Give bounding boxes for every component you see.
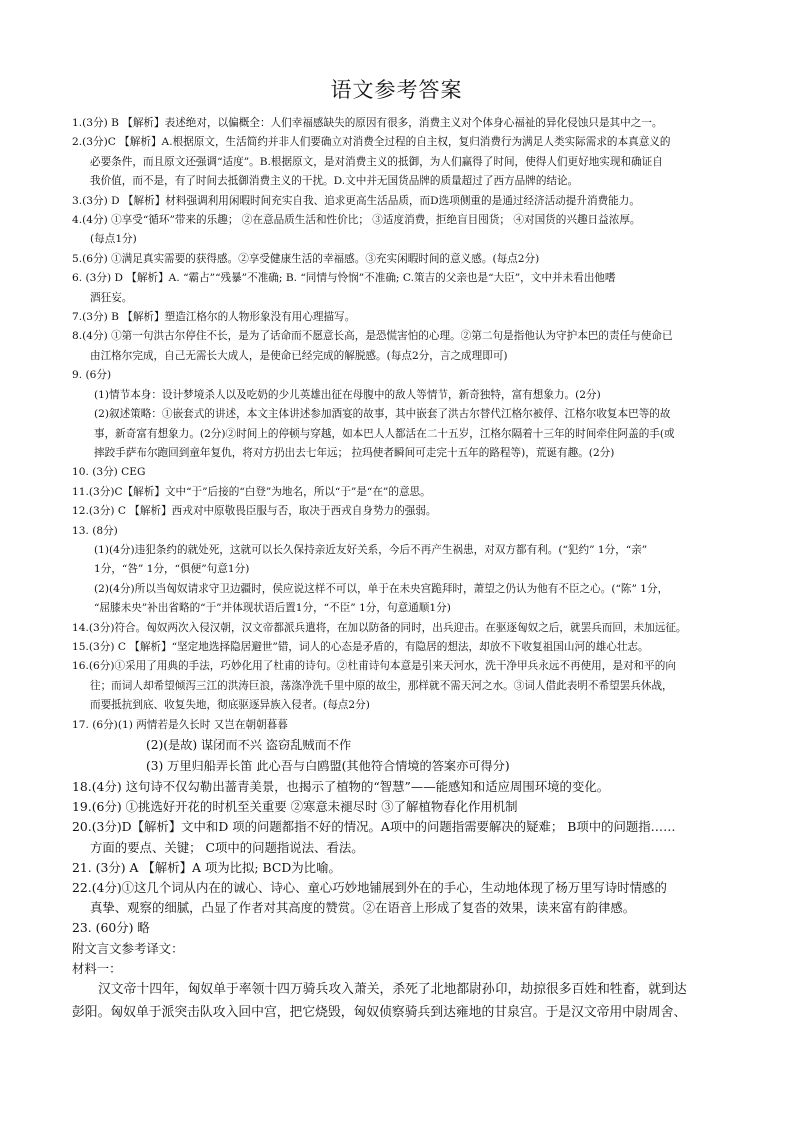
material-label: 材料一： [72,960,122,976]
answer-line: 必要条件，而且原文还强调“适度”。B.根据原文，是对消费主义的抵御，为人们赢得了时间，使得人们更好地实现和确证自 [90,155,663,168]
answer-line: 酒狂妄。 [90,291,133,304]
answer-line: (1)(4分)违犯条约的就处死，这就可以长久保持亲近友好关系，今后不再产生祸患，对双方都有利。(“犯约” 1分，“亲” [94,543,648,556]
answer-line: 20.(3分)D【解析】文中和D 项的问题都指不好的情况。A项中的问题指需要解决的疑难； B项中的问题指…… [72,819,676,835]
answer-line: 我价值，而不是，有了时间去抵御消费主义的干扰。D.文中并无国货品牌的质量超过了西方品牌的结论。 [90,175,579,188]
answer-line: 17. (6分)(1) 两情若是久长时 又岂在朝朝暮暮 [72,718,288,731]
answer-line: 往；而词人却希望倾泻三江的洪涛巨浪，荡涤净洗千里中原的故尘，那样就不需天河之水。③词人借此表明不希望罢兵休战， [90,679,673,692]
answer-line: 事，新奇富有想象力。(2分)②时间上的停顿与穿越，如本巴人人都活在二十五岁，江格尔隔着十三年的时间牵住阿盖的手(或 [94,427,675,440]
answer-line: (2)叙述策略：①嵌套式的讲述，本文主体讲述参加酒宴的故事，其中嵌套了洪古尔替代江格尔被俘、江格尔收复本巴等的故 [94,408,671,421]
page-title: 语文参考答案 [330,78,463,102]
answer-line: (2)(是故) 谋闭而不兴 盗窃乱贼而不作 [146,738,352,752]
answer-line: 1.(3分) B 【解析】表述绝对，以偏概全：人们幸福感缺失的原因有很多，消费主义对个体身心福祉的异化侵蚀只是其中之一。 [72,117,663,129]
answer-line: 真挚、观察的细腻，凸显了作者对其高度的赞赏。②在语音上形成了复沓的效果，读来富有韵律感。 [90,900,636,916]
answer-line: 9. (6分) [72,369,112,382]
answer-line: 18.(4分) 这句诗不仅勾勒出蔷青美景，也揭示了植物的“智慧”——能感知和适应周围环境的变化。 [72,779,610,794]
answer-line: 15.(3分) C 【解析】“坚定地选择隐居避世”错，词人的心态是矛盾的，有隐居的想法，却放不下收复祖国山河的雄心壮志。 [72,640,649,653]
answer-line: “屈膝未央”补出省略的“于”并体现状语后置1分，“不臣” 1分，句意通顺1分) [94,602,451,615]
answer-line: 11.(3分)C【解析】文中“于”后接的“白登”为地名，所以“于”是“在”的意思。 [72,485,431,498]
answer-line: 10. (3分) CEG [72,466,146,479]
answer-line: 方面的要点、关键； C项中的问题指说法、看法。 [90,839,364,855]
answer-line: 摔跤手萨布尔跑回到童年复仇，将对方扔出去七年远； 拉玛使者瞬间可走完十五年的路程等)，荒诞有趣。(2分) [94,446,615,459]
answer-line: 而要抵抗到底、收复失地，彻底驱逐异族入侵者。(每点2分) [90,699,370,712]
answer-line: (2)(4分)所以当匈奴请求守卫边疆时，侯应说这样不可以，单于在未央宫跪拜时，萧望之仍认为他有不臣之心。(“陈” 1分， [94,582,669,595]
answer-line: 22.(4分)①这几个词从内在的诚心、诗心、童心巧妙地铺展到外在的手心，生动地体现了杨万里写诗时情感的 [72,880,667,896]
answer-line: 8.(4分) ①第一句洪古尔停住不长，是为了话命而不愿意长高，是恐慌害怕的心理。②第二句是指他认为守护本巴的责任与使命已 [72,330,673,343]
answer-line: 21. (3分) A 【解析】A 项为比拟; BCD为比喻。 [72,859,341,875]
answer-line: 14.(3分)符合。匈奴两次入侵汉朝，汉文帝都派兵遣将，在加以防备的同时，出兵迎击。在驱逐匈奴之后，就罢兵而回，未加远征。 [72,621,687,634]
answer-line: 16.(6分)①采用了用典的手法，巧妙化用了杜甫的诗句。②杜甫诗句本意是引来天河水，洗干净甲兵永远不再使用，是对和平的向 [72,660,676,673]
answer-line: 由江格尔完成，自己无需长大成人，是使命已经完成的解脱感。(每点2分，言之成理即可) [90,349,508,362]
translation-paragraph: 彭阳。匈奴单于派突击队攻入回中宫，把它烧毁，匈奴侦察骑兵到达雍地的甘泉宫。于是汉文帝用中尉周舍、 [72,1004,687,1020]
translation-paragraph: 汉文帝十四年，匈奴单于率领十四万骑兵攻入萧关，杀死了北地都尉孙卬，劫掠很多百姓和牲畜，就到达 [98,982,687,998]
answer-line: 12.(3分) C 【解析】西戎对中原敬畏臣服与否，取决于西戎自身势力的强弱。 [72,505,437,518]
answer-line: (每点1分) [90,233,137,246]
answer-line: 3.(3分) D 【解析】材料强调利用闲暇时间充实自我、追求更高生活品质，而D选项侧重的是通过经济活动提升消费能力。 [72,194,640,207]
translation-heading: 附文言文参考译文： [72,940,184,956]
answer-line: 19.(6分) ①挑选好开花的时机至关重要 ②寒意未褪尽时 ③了解植物春化作用机制 [72,799,518,815]
answer-line: 4.(4分) ①享受“循环”带来的乐趣； ②在意品质生活和性价比； ③适度消费，拒绝盲目囤货； ④对国货的兴趣日益浓厚。 [72,214,641,227]
answer-line: 5.(6分) ①满足真实需要的获得感。②享受健康生活的幸福感。③充实闲暇时间的意义感。(每点2分) [72,252,540,265]
answer-line: 6. (3分) D 【解析】A. “霸占”“残暴”不准确; B. “同情与怜悯”不准确; C.策吉的父亲也是“大臣”，文中并未看出他嗜 [72,272,616,285]
answer-line: 13. (8分) [72,524,118,537]
answer-line: 7.(3分) B 【解析】塑造江格尔的人物形象没有用心理描写。 [72,311,356,324]
answer-line: 23. (60分) 略 [72,920,150,936]
answer-line: 1分，“咎” 1分，“俱便”句意1分) [94,563,250,576]
answer-content [72,114,732,1024]
answer-line: (1)情节本身：设计梦境杀人以及吃奶的少儿英雄出征在母腹中的敌人等情节，新奇独特，富有想象力。(2分) [94,388,601,401]
answer-line: 2.(3分)C 【解析】A.根据原文，生活简约并非人们要确立对消费全过程的自主权，复归消费行为满足人类实际需求的本真意义的 [72,136,671,149]
answer-line: (3) 万里归船弄长笛 此心吾与白鸥盟(其他符合情境的答案亦可得分) [146,759,510,773]
